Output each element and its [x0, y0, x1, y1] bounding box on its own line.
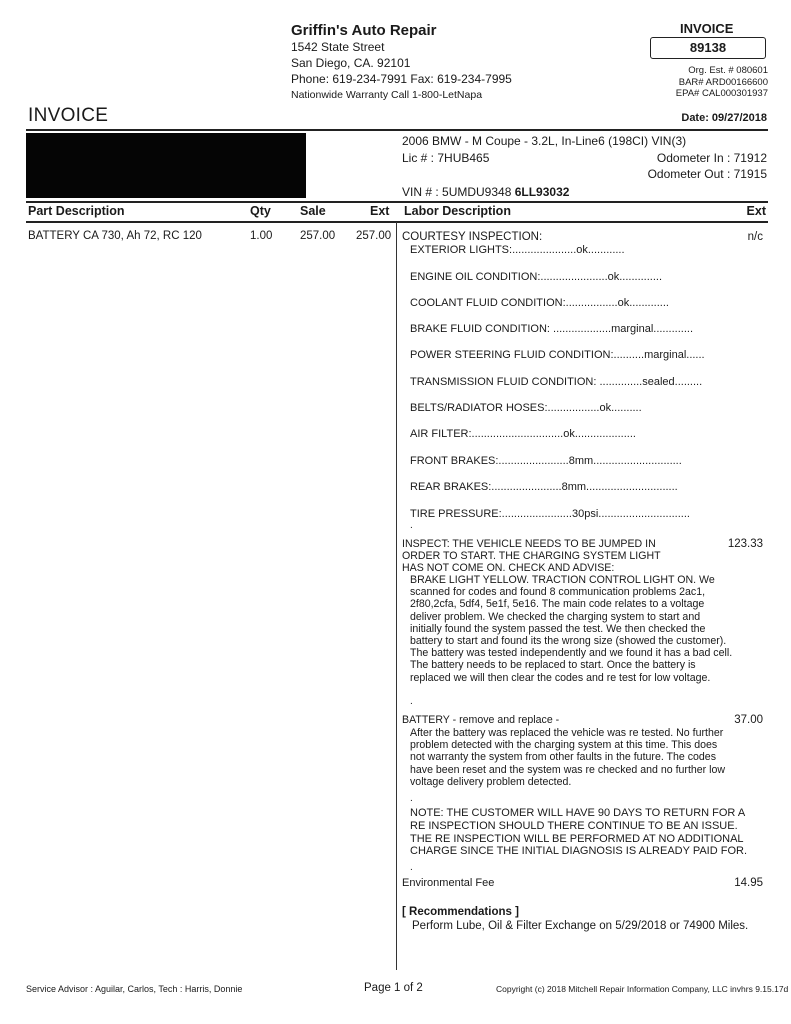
- recommendations-body: Perform Lube, Oil & Filter Exchange on 5/29/2018 or 74900 Miles.: [412, 920, 749, 932]
- page-title: INVOICE: [28, 105, 109, 126]
- inspection-item: ENGINE OIL CONDITION:......................ok..............: [410, 271, 663, 283]
- part-ext: 257.00: [356, 230, 392, 242]
- copyright: Copyright (c) 2018 Mitchell Repair Information Company, LLC invhrs 9.15.17d: [496, 984, 789, 994]
- invoice-number-box: 89138: [650, 37, 766, 59]
- inspection-item: EXTERIOR LIGHTS:.....................ok............: [410, 244, 625, 256]
- invoice-label: INVOICE: [680, 21, 734, 36]
- part-qty: 1.00: [250, 230, 273, 242]
- customer-note: NOTE: THE CUSTOMER WILL HAVE 90 DAYS TO RETURN FOR A RE INSPECTION SHOULD THERE CONTINUE TO BE AN ISSUE. THE RE INSPECTION WILL BE PERFORMED AT NO ADDITIONAL CHARGE SINCE THE INITIAL DIAGNOSIS IS ALREADY PAID FOR.: [410, 807, 748, 858]
- bar-number: BAR# ARD00166600: [678, 77, 768, 88]
- redacted-customer-block: [26, 133, 306, 198]
- battery-ext: 37.00: [734, 714, 763, 726]
- inspection-item: FRONT BRAKES:.......................8mm.............................: [410, 455, 682, 467]
- col-ext: Ext: [370, 204, 390, 218]
- courtesy-inspection-title: COURTESY INSPECTION:: [402, 231, 543, 243]
- service-advisor: Service Advisor : Aguilar, Carlos, Tech : Harris, Donnie: [26, 984, 243, 994]
- col-qty: Qty: [250, 204, 271, 218]
- odometer-out: Odometer Out : 71915: [647, 167, 767, 181]
- inspect-details: BRAKE LIGHT YELLOW. TRACTION CONTROL LIGHT ON. We scanned for codes and found 8 communication problems 2ac1, 2f80,2cfa, 5df4, 5e1f, 5e16. The main code relates to a voltage deliver problem. We checked the charging system to start and initially found the system passed the test. We then checked the battery to start and found its the wrong size (showed the customer). The battery was tested independently and we found it has a bad cell. The battery needs to be replaced to start. Once the battery is replaced we will then clear the codes and re test for low voltage.: [410, 574, 733, 684]
- inspection-item: BRAKE FLUID CONDITION: ...................marginal.............: [410, 323, 693, 335]
- inspection-item: TRANSMISSION FLUID CONDITION: ..............sealed.........: [410, 376, 703, 388]
- top-divider: [26, 129, 768, 131]
- inspect-ext: 123.33: [727, 538, 763, 550]
- inspection-item: REAR BRAKES:.......................8mm..............................: [410, 481, 678, 493]
- courtesy-inspection-ext: n/c: [747, 231, 763, 243]
- page-number: Page 1 of 2: [364, 982, 423, 994]
- org-est-number: Org. Est. # 080601: [688, 65, 768, 76]
- shop-street: 1542 State Street: [291, 40, 385, 54]
- inspection-item: POWER STEERING FLUID CONDITION:..........marginal......: [410, 349, 705, 361]
- col-labor-ext: Ext: [746, 204, 766, 218]
- inspect-description: INSPECT: THE VEHICLE NEEDS TO BE JUMPED IN ORDER TO START. THE CHARGING SYSTEM LIGHT HAS NOT COME ON. CHECK AND ADVISE:: [402, 538, 661, 575]
- vin-prefix: VIN # : 5UMDU9348: [402, 185, 515, 199]
- inspection-item: COOLANT FLUID CONDITION:.................ok.............: [410, 297, 669, 309]
- shop-name: Griffin's Auto Repair: [291, 22, 437, 39]
- epa-number: EPA# CAL000301937: [675, 88, 768, 99]
- col-labor-description: Labor Description: [404, 204, 511, 218]
- col-sale: Sale: [300, 204, 326, 218]
- col-part-description: Part Description: [28, 204, 125, 218]
- odometer-in: Odometer In : 71912: [656, 151, 767, 165]
- vin-number: [402, 185, 569, 199]
- inspection-item: TIRE PRESSURE:.......................30psi..............................: [410, 508, 690, 520]
- separator-dot: .: [410, 793, 413, 804]
- environmental-fee: Environmental Fee: [402, 877, 495, 889]
- shop-warranty: Nationwide Warranty Call 1-800-LetNapa: [291, 89, 483, 101]
- environmental-fee-ext: 14.95: [734, 877, 763, 889]
- separator-dot: .: [410, 862, 413, 873]
- battery-description: BATTERY - remove and replace -: [402, 714, 560, 726]
- shop-city: San Diego, CA. 92101: [291, 56, 411, 70]
- part-sale: 257.00: [300, 230, 336, 242]
- shop-phone: Phone: 619-234-7991 Fax: 619-234-7995: [291, 72, 512, 86]
- license-number: Lic # : 7HUB465: [402, 151, 490, 165]
- separator-dot: .: [410, 696, 413, 707]
- battery-details: After the battery was replaced the vehicle was re tested. No further problem detected with the charging system at this time. This does not warranty the system from other faults in the future. The codes have been reset and the system was re checked and no further low voltage delivery problem detected.: [410, 727, 726, 788]
- invoice-date: Date: 09/27/2018: [681, 112, 767, 124]
- header-divider-bottom: [26, 221, 768, 223]
- vehicle-description: 2006 BMW - M Coupe - 3.2L, In-Line6 (198CI) VIN(3): [402, 134, 687, 148]
- vin-bold: 6LL93032: [514, 185, 570, 199]
- column-divider: [396, 222, 397, 970]
- inspection-item: AIR FILTER:..............................ok....................: [410, 428, 636, 440]
- separator-dot: .: [410, 520, 413, 531]
- header-divider-top: [26, 201, 768, 203]
- part-description: BATTERY CA 730, Ah 72, RC 120: [28, 230, 202, 242]
- inspection-item: BELTS/RADIATOR HOSES:.................ok..........: [410, 402, 642, 414]
- recommendations-title: [ Recommendations ]: [402, 906, 519, 918]
